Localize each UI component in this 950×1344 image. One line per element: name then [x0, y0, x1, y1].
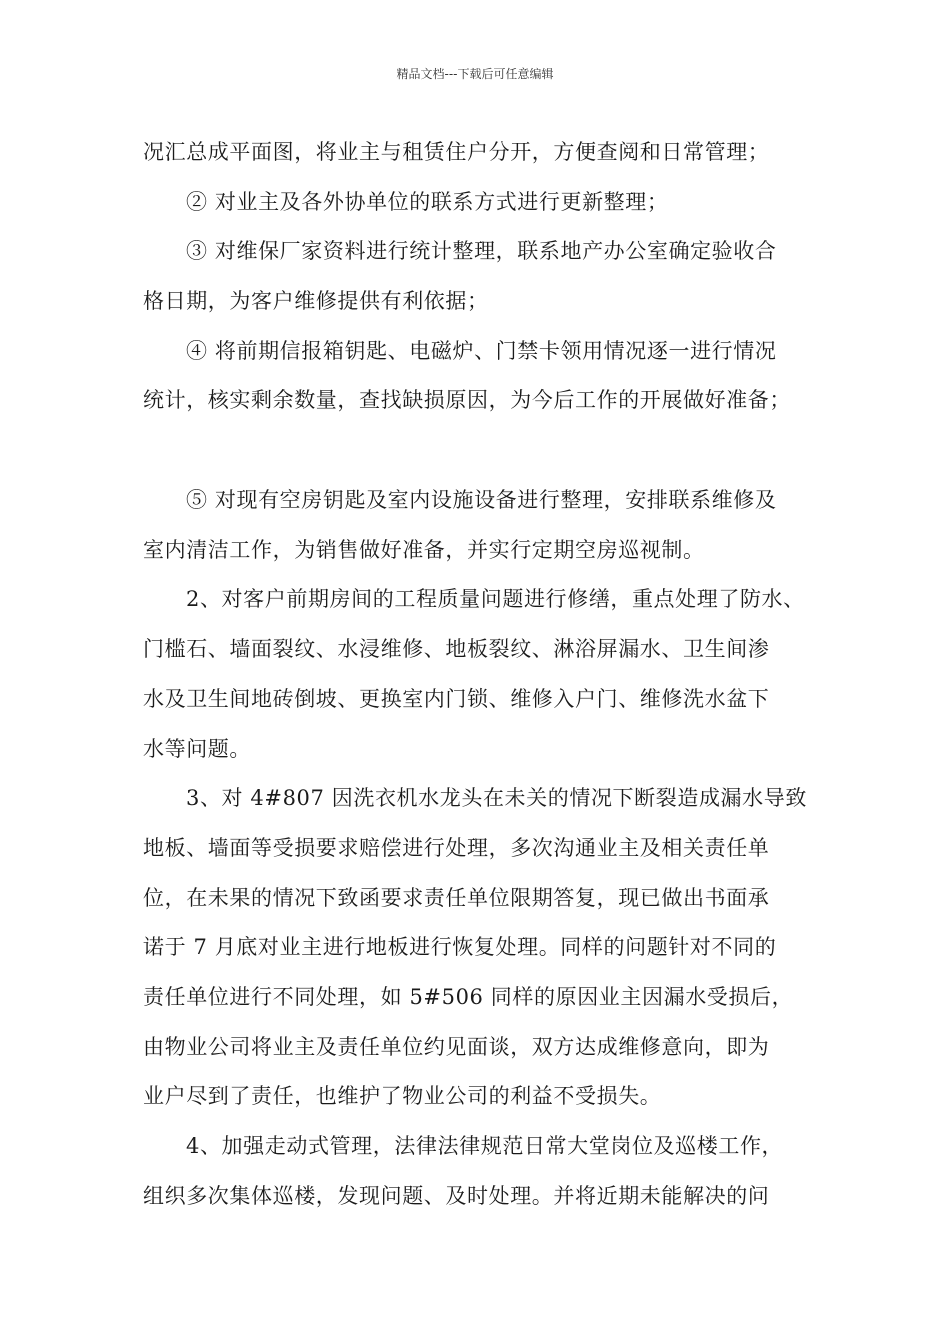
page-header: 精品文档---下载后可任意编辑: [396, 67, 554, 81]
text-line: ② 对业主及各外协单位的联系方式进行更新整理；: [186, 190, 669, 214]
text-line: 4、加强走动式管理，法律法律规范日常大堂岗位及巡楼工作，: [186, 1134, 784, 1158]
text-line: 水等问题。: [143, 737, 251, 761]
text-line: 门槛石、墙面裂纹、水浸维修、地板裂纹、淋浴屏漏水、卫生间渗: [143, 637, 770, 661]
text-line: 3、对 4#807 因洗衣机水龙头在未关的情况下断裂造成漏水导致: [186, 786, 807, 810]
text-line: ③ 对维保厂家资料进行统计整理，联系地产办公室确定验收合: [186, 239, 777, 263]
text-line: 统计，核实剩余数量，查找缺损原因，为今后工作的开展做好准备；: [143, 388, 791, 412]
text-line: 地板、墙面等受损要求赔偿进行处理，多次沟通业主及相关责任单: [143, 836, 770, 860]
text-line: 由物业公司将业主及责任单位约见面谈，双方达成维修意向，即为: [143, 1035, 770, 1059]
text-line: 况汇总成平面图，将业主与租赁住户分开，方便查阅和日常管理；: [143, 140, 770, 164]
text-line: 位，在未果的情况下致函要求责任单位限期答复，现已做出书面承: [143, 886, 770, 910]
text-line: 2、对客户前期房间的工程质量问题进行修缮，重点处理了防水、: [186, 587, 805, 611]
text-line: ④ 将前期信报箱钥匙、电磁炉、门禁卡领用情况逐一进行情况: [186, 339, 777, 363]
text-line: 责任单位进行不同处理，如 5#506 同样的原因业主因漏水受损后，: [143, 985, 794, 1009]
text-line: 室内清洁工作，为销售做好准备，并实行定期空房巡视制。: [143, 538, 705, 562]
text-line: 业户尽到了责任，也维护了物业公司的利益不受损失。: [143, 1084, 662, 1108]
text-line: 诺于 7 月底对业主进行地板进行恢复处理。同样的问题针对不同的: [143, 935, 777, 959]
text-line: 组织多次集体巡楼，发现问题、及时处理。并将近期未能解决的问: [143, 1184, 770, 1208]
text-line: ⑤ 对现有空房钥匙及室内设施设备进行整理，安排联系维修及: [186, 488, 777, 512]
text-line: 格日期，为客户维修提供有利依据；: [143, 289, 489, 313]
text-line: 水及卫生间地砖倒坡、更换室内门锁、维修入户门、维修洗水盆下: [143, 687, 770, 711]
